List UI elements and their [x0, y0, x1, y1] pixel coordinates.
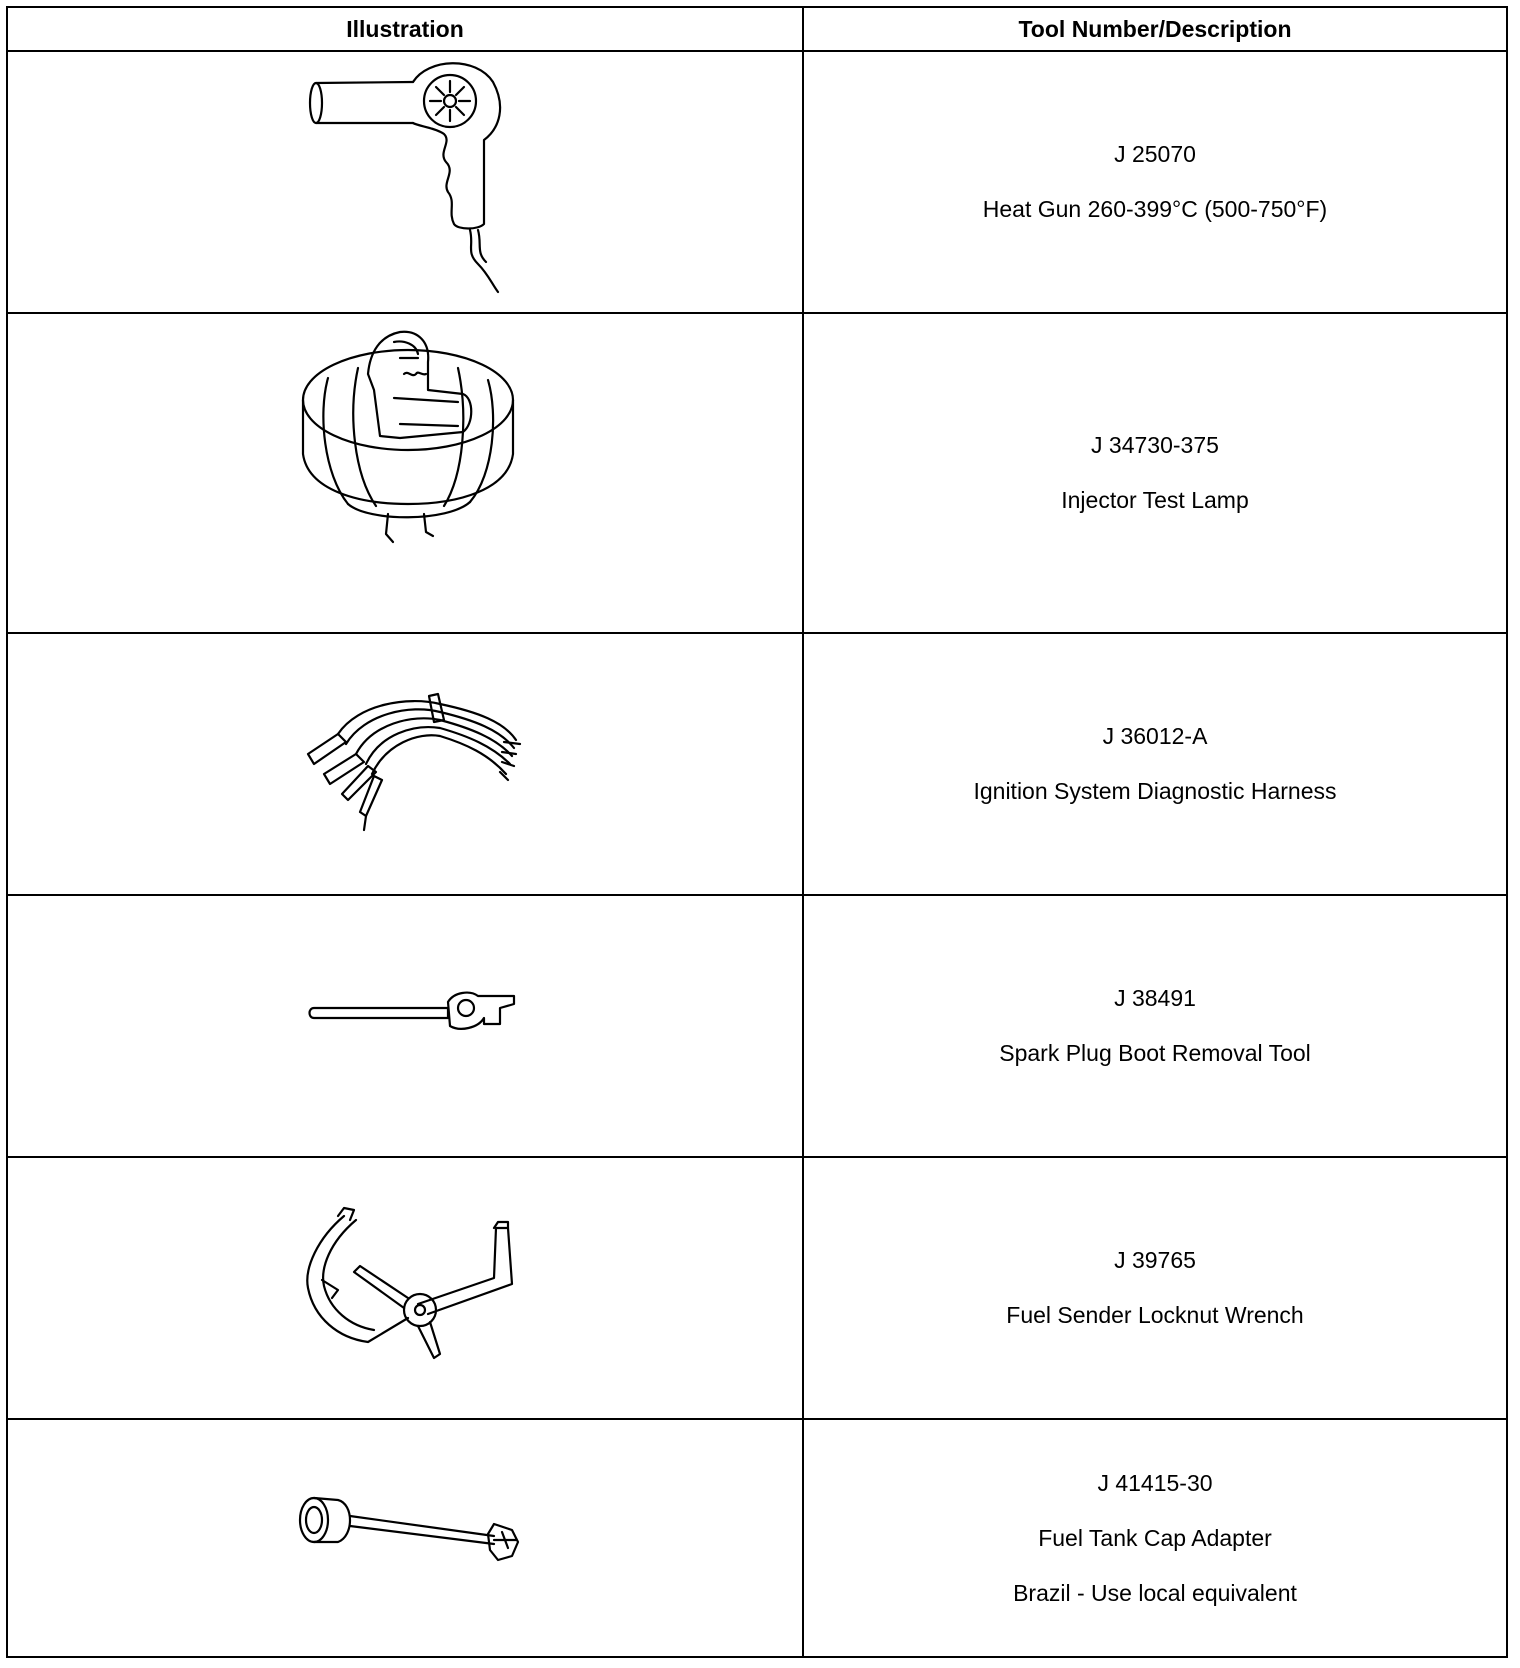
table-row [7, 633, 1507, 895]
tool-number: J 25070 [1114, 141, 1196, 167]
cap-adapter-icon [8, 1420, 804, 1658]
header-tool-description: Tool Number/Description [803, 7, 1507, 51]
tool-number: J 39765 [1114, 1247, 1196, 1273]
table-row [7, 1157, 1507, 1419]
table-row [7, 313, 1507, 633]
description-cell [803, 313, 1507, 633]
injector-test-lamp-icon [8, 314, 804, 634]
illustration-cell [7, 1419, 803, 1657]
tool-description: Spark Plug Boot Removal Tool [999, 1040, 1311, 1066]
boot-removal-tool-icon [8, 896, 804, 1158]
heat-gun-icon [8, 52, 804, 314]
diagnostic-harness-icon [8, 634, 804, 896]
illustration-cell [7, 51, 803, 313]
tool-description: Injector Test Lamp [1061, 487, 1249, 513]
illustration-cell [7, 895, 803, 1157]
tool-description: Fuel Sender Locknut Wrench [1006, 1302, 1304, 1328]
illustration-cell [7, 633, 803, 895]
description-cell [803, 895, 1507, 1157]
description-cell [803, 633, 1507, 895]
table-row [7, 895, 1507, 1157]
description-cell [803, 1419, 1507, 1657]
description-cell [803, 51, 1507, 313]
locknut-wrench-icon [8, 1158, 804, 1420]
header-illustration: Illustration [7, 7, 803, 51]
header-row [7, 7, 1507, 51]
table-row [7, 51, 1507, 313]
tool-description: Fuel Tank Cap Adapter [1038, 1524, 1272, 1551]
tool-number: J 41415-30 [1097, 1469, 1213, 1496]
tool-number: J 38491 [1114, 985, 1196, 1011]
table-row [7, 1419, 1507, 1657]
tool-description: Ignition System Diagnostic Harness [973, 778, 1337, 804]
special-tools-table [6, 6, 1508, 1658]
illustration-cell [7, 313, 803, 633]
tool-description: Heat Gun 260-399°C (500-750°F) [982, 196, 1328, 222]
description-cell [803, 1157, 1507, 1419]
tool-note: Brazil - Use local equivalent [1013, 1579, 1297, 1606]
tool-number: J 36012-A [1102, 723, 1208, 749]
tool-number: J 34730-375 [1091, 432, 1219, 458]
illustration-cell [7, 1157, 803, 1419]
